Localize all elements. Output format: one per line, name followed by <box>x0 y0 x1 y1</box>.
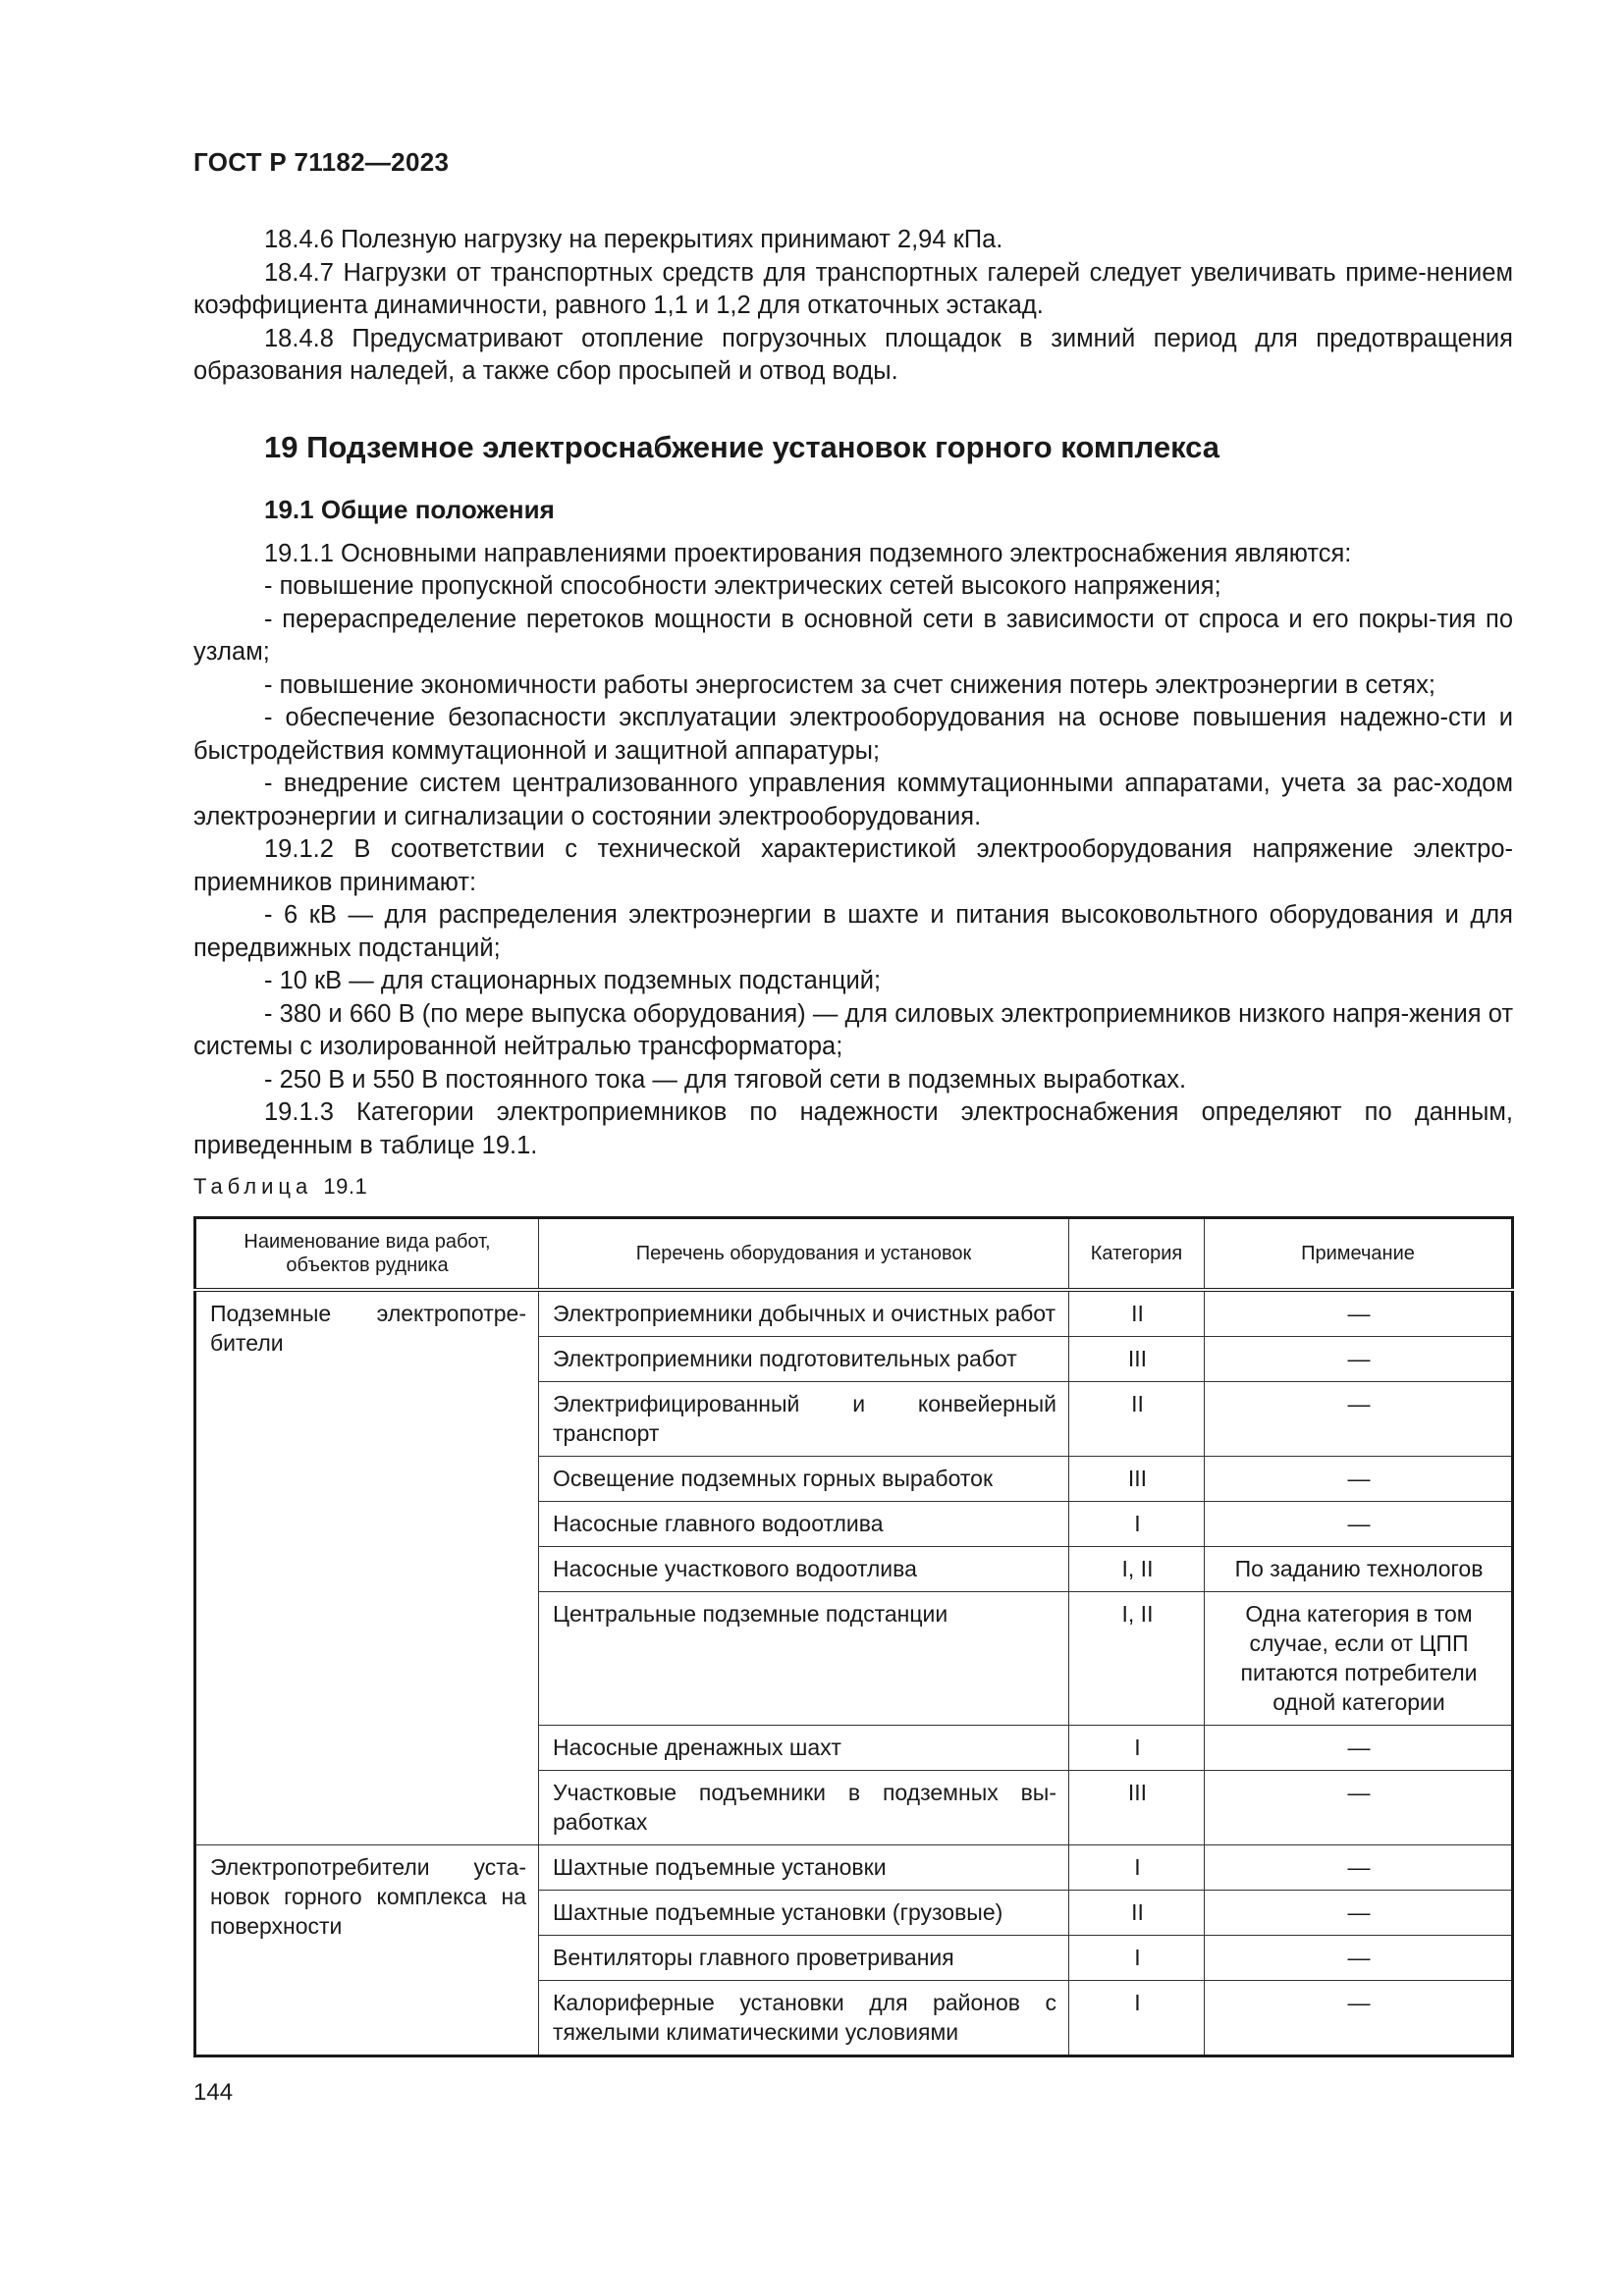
table-caption-number: 19.1 <box>323 1174 368 1199</box>
equipment-cell: Насосные дренажных шахт <box>539 1726 1069 1771</box>
equipment-cell: Насосные главного водоотлива <box>539 1502 1069 1547</box>
equipment-cell: Насосные участкового водоотлива <box>539 1547 1069 1592</box>
note-cell: — <box>1205 1981 1513 2056</box>
note-cell: — <box>1205 1936 1513 1981</box>
equipment-cell: Шахтные подъемные установки <box>539 1845 1069 1891</box>
note-cell: — <box>1205 1726 1513 1771</box>
category-cell: II <box>1069 1290 1205 1337</box>
paragraph-19-1-1: 19.1.1 Основными направлениями проектирования подземного электроснабжения являются: <box>264 539 1352 567</box>
category-cell: I <box>1069 1981 1205 2056</box>
note-cell: — <box>1205 1891 1513 1936</box>
equipment-cell: Электроприемники подготовительных работ <box>539 1337 1069 1382</box>
note-cell: По заданию технологов <box>1205 1547 1513 1592</box>
table-row <box>195 1290 1513 1337</box>
document-body <box>193 224 1513 1162</box>
note-cell: — <box>1205 1771 1513 1845</box>
header-equipment: Перечень оборудования и установок <box>539 1218 1069 1291</box>
category-cell: I, II <box>1069 1592 1205 1726</box>
note-cell: — <box>1205 1290 1513 1337</box>
note-cell: — <box>1205 1382 1513 1457</box>
categories-table <box>193 1216 1514 2057</box>
list-item: - повышение пропускной способности электрических сетей высокого напряжения; <box>264 572 1221 600</box>
list-item: - обеспечение безопасности эксплуатации электрооборудования на основе повышения надежно-сти и быстродействия коммутационной и защитной аппаратуры; <box>193 704 1513 765</box>
category-cell: I <box>1069 1502 1205 1547</box>
note-cell: — <box>1205 1502 1513 1547</box>
equipment-cell: Электрифицированный и конвейерный транспорт <box>539 1382 1069 1457</box>
category-cell: III <box>1069 1771 1205 1845</box>
equipment-cell: Шахтные подъемные установки (грузовые) <box>539 1891 1069 1936</box>
list-item: - 250 В и 550 В постоянного тока — для тяговой сети в подземных выработках. <box>264 1065 1187 1094</box>
table-row <box>195 1845 1513 1891</box>
header-category: Категория <box>1069 1218 1205 1291</box>
note-cell: Одна категория в том случае, если от ЦПП питаются потребители одной категории <box>1205 1592 1513 1726</box>
category-cell: I <box>1069 1726 1205 1771</box>
section-heading: 19 Подземное электроснабжение установок горного комплекса <box>264 429 1220 464</box>
category-cell: II <box>1069 1891 1205 1936</box>
paragraph-18-4-7: 18.4.7 Нагрузки от транспортных средств для транспортных галерей следует увеличивать приме-нением коэффициента динамичности, равного 1,1 и 1,2 для откаточных эстакад. <box>193 258 1513 319</box>
note-cell: — <box>1205 1845 1513 1891</box>
equipment-cell: Калориферные установки для районов с тяжелыми климатическими условиями <box>539 1981 1069 2056</box>
note-cell: — <box>1205 1457 1513 1502</box>
category-cell: III <box>1069 1457 1205 1502</box>
equipment-cell: Центральные подземные подстанции <box>539 1592 1069 1726</box>
category-cell: III <box>1069 1337 1205 1382</box>
group-name-surface: Электропотребители уста-новок горного комплекса на поверхности <box>195 1845 539 2056</box>
list-item: - внедрение систем централизованного управления коммутационными аппаратами, учета за рас-ходом электроэнергии и сигнализации о состоянии электрооборудования. <box>193 770 1513 830</box>
list-item: - перераспределение перетоков мощности в основной сети в зависимости от спроса и его покры-тия по узлам; <box>193 605 1513 666</box>
equipment-cell: Электроприемники добычных и очистных работ <box>539 1290 1069 1337</box>
equipment-cell: Участковые подъемники в подземных вы-работках <box>539 1771 1069 1845</box>
list-item: - 6 кВ — для распределения электроэнергии в шахте и питания высоковольтного оборудования и для передвижных подстанций; <box>193 901 1513 962</box>
table-caption <box>193 1174 367 1200</box>
table-caption-word: Таблица <box>193 1174 313 1199</box>
subsection-heading: 19.1 Общие положения <box>264 494 555 524</box>
paragraph-19-1-2: 19.1.2 В соответствии с технической характеристикой электрооборудования напряжение электро-приемников принимают: <box>193 835 1513 896</box>
table-header-row <box>195 1218 1513 1291</box>
equipment-cell: Освещение подземных горных выработок <box>539 1457 1069 1502</box>
category-cell: II <box>1069 1382 1205 1457</box>
paragraph-18-4-8: 18.4.8 Предусматривают отопление погрузочных площадок в зимний период для предотвращения образования наледей, а также сбор просыпей и отвод воды. <box>193 324 1513 385</box>
header-note: Примечание <box>1205 1218 1513 1291</box>
note-cell: — <box>1205 1337 1513 1382</box>
page-number: 144 <box>193 2079 234 2106</box>
document-code: ГОСТ Р 71182—2023 <box>193 147 450 177</box>
paragraph-19-1-3: 19.1.3 Категории электроприемников по надежности электроснабжения определяют по данным, приведенным в таблице 19.1. <box>193 1098 1513 1159</box>
list-item: - 380 и 660 В (по мере выпуска оборудования) — для силовых электроприемников низкого напря-жения от системы с изолированной нейтралью трансформатора; <box>193 999 1513 1060</box>
paragraph-18-4-6: 18.4.6 Полезную нагрузку на перекрытиях принимают 2,94 кПа. <box>264 226 1003 253</box>
list-item: - повышение экономичности работы энергосистем за счет снижения потерь электроэнергии в сетях; <box>264 670 1435 699</box>
header-work-type: Наименование вида работ, объектов рудника <box>195 1218 539 1291</box>
equipment-cell: Вентиляторы главного проветривания <box>539 1936 1069 1981</box>
group-name-underground: Подземные электропотре-бители <box>195 1290 539 1845</box>
category-cell: I <box>1069 1936 1205 1981</box>
category-cell: I, II <box>1069 1547 1205 1592</box>
category-cell: I <box>1069 1845 1205 1891</box>
list-item: - 10 кВ — для стационарных подземных подстанций; <box>264 967 882 994</box>
